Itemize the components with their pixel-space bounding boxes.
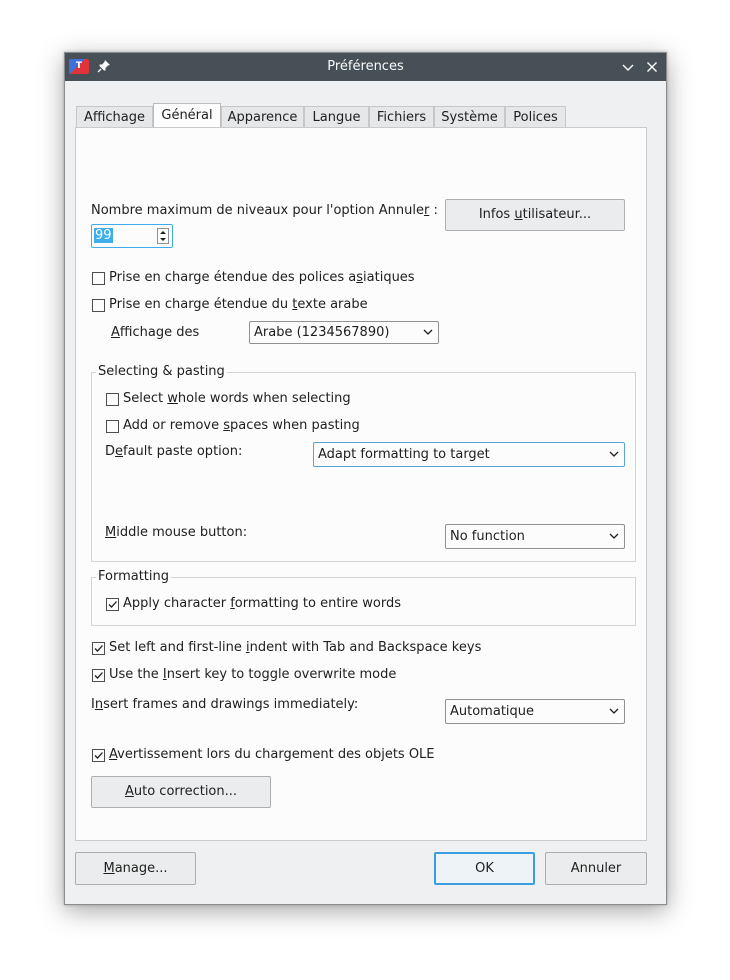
select-whole-words-label: Select whole words when selecting (123, 391, 351, 406)
middle-mouse-select[interactable]: No function (445, 524, 625, 549)
checkmark-icon (107, 599, 118, 610)
insert-key-checkbox[interactable] (92, 669, 105, 682)
app-icon: T (69, 59, 89, 74)
chevron-down-icon (423, 329, 433, 336)
manage-button[interactable]: Manage... (75, 852, 196, 885)
tab-langue[interactable]: Langue (304, 106, 369, 128)
insert-frames-label: Insert frames and drawings immediately: (91, 697, 359, 712)
spin-arrows-icon[interactable] (157, 228, 169, 244)
undo-levels-label: Nombre maximum de niveaux pour l'option Annuler : (91, 203, 438, 218)
close-icon[interactable] (644, 59, 660, 75)
user-info-button[interactable]: Infos utilisateur... (445, 199, 625, 231)
chevron-down-icon (609, 451, 619, 458)
tab-polices[interactable]: Polices (505, 106, 566, 128)
ole-warning-label: Avertissement lors du chargement des objets OLE (109, 747, 435, 762)
ok-button[interactable]: OK (434, 852, 535, 885)
undo-levels-spinbox[interactable] (91, 224, 173, 248)
cancel-button[interactable]: Annuler (545, 852, 647, 885)
auto-correction-button[interactable]: Auto correction... (91, 776, 271, 808)
asian-fonts-checkbox[interactable] (92, 272, 105, 285)
select-whole-words-checkbox[interactable] (106, 393, 119, 406)
insert-key-label: Use the Insert key to toggle overwrite mode (109, 667, 397, 682)
arabic-text-label: Prise en charge étendue du texte arabe (109, 297, 368, 312)
checkmark-icon (93, 643, 104, 654)
undo-levels-value: 99 (95, 228, 112, 243)
default-paste-select[interactable]: Adapt formatting to target (313, 442, 625, 467)
display-digits-select[interactable]: Arabe (1234567890) (249, 321, 439, 344)
apply-formatting-words-label: Apply character formatting to entire words (123, 596, 401, 611)
window-title: Préférences (327, 59, 404, 74)
tab-general[interactable]: Général (153, 103, 221, 129)
asian-fonts-label: Prise en charge étendue des polices asiatiques (109, 270, 415, 285)
add-remove-spaces-checkbox[interactable] (106, 420, 119, 433)
apply-formatting-words-checkbox[interactable] (106, 598, 119, 611)
ole-warning-checkbox[interactable] (92, 749, 105, 762)
tab-affichage[interactable]: Affichage (76, 106, 153, 128)
indent-tab-label: Set left and first-line indent with Tab and Backspace keys (109, 640, 482, 655)
formatting-title: Formatting (98, 569, 170, 584)
chevron-down-icon (609, 708, 619, 715)
chevron-down-icon (609, 533, 619, 540)
default-paste-label: Default paste option: (105, 444, 243, 459)
tab-systeme[interactable]: Système (434, 106, 505, 128)
tab-apparence[interactable]: Apparence (221, 106, 304, 128)
checkmark-icon (93, 750, 104, 761)
display-digits-label: Affichage des (111, 325, 200, 340)
preferences-dialog (64, 52, 667, 905)
minimize-icon[interactable] (620, 59, 636, 75)
arabic-text-checkbox[interactable] (92, 299, 105, 312)
selecting-pasting-title: Selecting & pasting (98, 364, 225, 379)
indent-tab-checkbox[interactable] (92, 642, 105, 655)
add-remove-spaces-label: Add or remove spaces when pasting (123, 418, 360, 433)
insert-frames-select[interactable]: Automatique (445, 699, 625, 724)
checkmark-icon (93, 670, 104, 681)
middle-mouse-label: Middle mouse button: (105, 525, 248, 540)
tab-fichiers[interactable]: Fichiers (369, 106, 434, 128)
general-panel (75, 127, 647, 841)
titlebar[interactable] (65, 53, 666, 81)
